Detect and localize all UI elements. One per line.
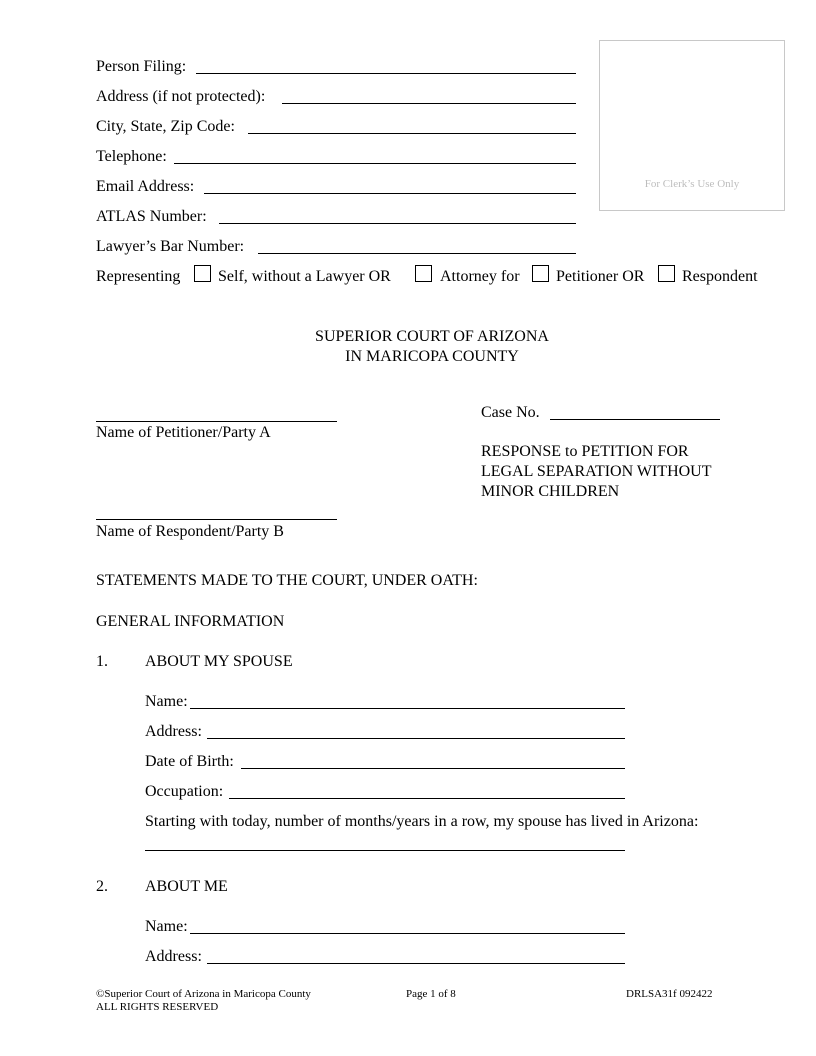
telephone-field[interactable] [174, 163, 576, 164]
spouse-address-field[interactable] [207, 738, 625, 739]
footer-page-number: Page 1 of 8 [406, 988, 456, 1000]
document-title-line3: MINOR CHILDREN [481, 483, 620, 500]
my-address-field[interactable] [207, 963, 625, 964]
spouse-occupation-label: Occupation: [145, 783, 224, 800]
atlas-number-label: ATLAS Number: [96, 208, 207, 225]
case-number-field[interactable] [550, 419, 720, 420]
self-checkbox[interactable] [194, 265, 211, 282]
spouse-dob-field[interactable] [241, 768, 625, 769]
petitioner-option-label: Petitioner OR [556, 268, 645, 285]
attorney-checkbox[interactable] [415, 265, 432, 282]
document-title-line1: RESPONSE to PETITION FOR [481, 443, 689, 460]
self-option-label: Self, without a Lawyer OR [218, 268, 391, 285]
court-county: IN MARICOPA COUNTY [345, 348, 519, 365]
clerk-use-box [599, 40, 785, 211]
spouse-address-label: Address: [145, 723, 202, 740]
document-title-line2: LEGAL SEPARATION WITHOUT [481, 463, 712, 480]
footer-copyright: ©Superior Court of Arizona in Maricopa County [96, 988, 311, 1000]
my-address-label: Address: [145, 948, 202, 965]
petitioner-checkbox[interactable] [532, 265, 549, 282]
respondent-option-label: Respondent [682, 268, 758, 285]
city-state-zip-label: City, State, Zip Code: [96, 118, 235, 135]
section-2-number: 2. [96, 878, 108, 895]
footer-form-code: DRLSA31f 092422 [626, 988, 713, 1000]
respondent-label: Name of Respondent/Party B [96, 523, 284, 540]
section-2-heading: ABOUT ME [145, 878, 228, 895]
my-name-field[interactable] [190, 933, 625, 934]
section-1-heading: ABOUT MY SPOUSE [145, 653, 293, 670]
petitioner-name-field[interactable] [96, 421, 337, 422]
person-filing-label: Person Filing: [96, 58, 187, 75]
spouse-occupation-field[interactable] [229, 798, 625, 799]
section-1-number: 1. [96, 653, 108, 670]
bar-number-label: Lawyer’s Bar Number: [96, 238, 245, 255]
spouse-name-label: Name: [145, 693, 188, 710]
respondent-checkbox[interactable] [658, 265, 675, 282]
address-field[interactable] [282, 103, 576, 104]
representing-label: Representing [96, 268, 181, 285]
my-name-label: Name: [145, 918, 188, 935]
petitioner-label: Name of Petitioner/Party A [96, 424, 271, 441]
clerk-use-label: For Clerk’s Use Only [644, 178, 740, 190]
telephone-label: Telephone: [96, 148, 167, 165]
atlas-number-field[interactable] [219, 223, 576, 224]
address-label: Address (if not protected): [96, 88, 266, 105]
person-filing-field[interactable] [196, 73, 576, 74]
spouse-dob-label: Date of Birth: [145, 753, 234, 770]
email-field[interactable] [204, 193, 576, 194]
attorney-option-label: Attorney for [440, 268, 520, 285]
spouse-residency-text: Starting with today, number of months/years in a row, my spouse has lived in Arizona: [145, 813, 699, 830]
statements-heading: STATEMENTS MADE TO THE COURT, UNDER OATH: [96, 572, 478, 589]
general-information-heading: GENERAL INFORMATION [96, 613, 285, 630]
spouse-residency-field[interactable] [145, 850, 625, 851]
spouse-name-field[interactable] [190, 708, 625, 709]
respondent-name-field[interactable] [96, 519, 337, 520]
city-state-zip-field[interactable] [248, 133, 576, 134]
court-name: SUPERIOR COURT OF ARIZONA [315, 328, 549, 345]
case-number-label: Case No. [481, 404, 540, 421]
footer-rights: ALL RIGHTS RESERVED [96, 1001, 219, 1013]
bar-number-field[interactable] [258, 253, 576, 254]
email-label: Email Address: [96, 178, 195, 195]
